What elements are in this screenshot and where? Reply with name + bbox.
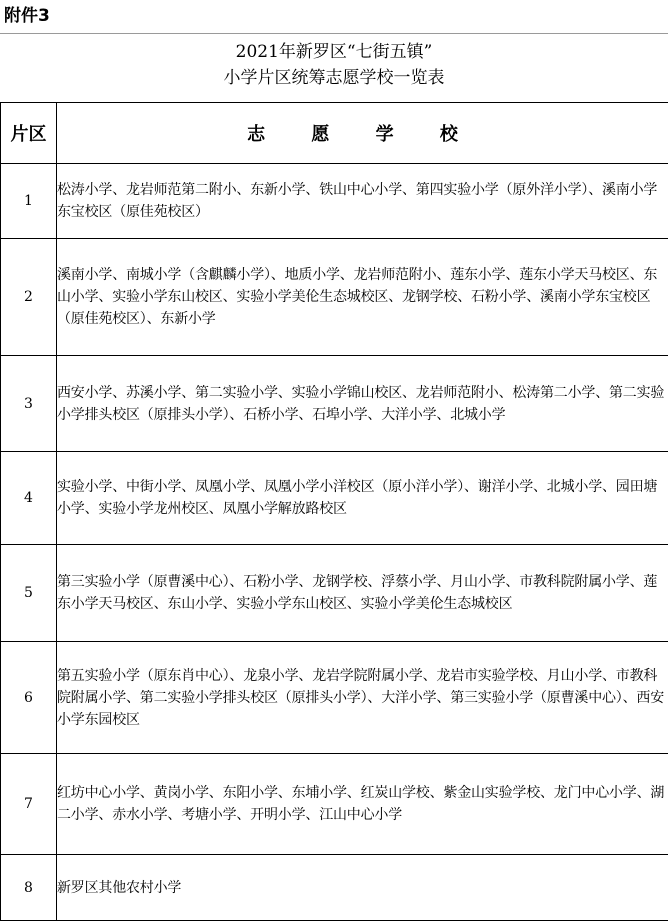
school-list: 松涛小学、龙岩师范第二附小、东新小学、铁山中心小学、第四实验小学（原外洋小学）、溪南小学东宝校区（原佳苑校区） (57, 164, 668, 239)
table-row (1, 452, 668, 545)
zone-number: 6 (1, 642, 57, 754)
zone-number: 1 (1, 164, 57, 239)
title-line-2: 小学片区统筹志愿学校一览表 (0, 65, 668, 91)
table-row (1, 239, 668, 356)
table-row (1, 754, 668, 855)
zone-number: 5 (1, 545, 57, 642)
school-list: 第三实验小学（原曹溪中心）、石粉小学、龙钢学校、浮蔡小学、月山小学、市教科院附属小学、莲东小学天马校区、东山小学、实验小学东山校区、实验小学美伦生态城校区 (57, 545, 668, 642)
zone-number: 4 (1, 452, 57, 545)
zone-number: 8 (1, 855, 57, 921)
header-schools: 志 愿 学 校 (57, 103, 668, 164)
school-list: 西安小学、苏溪小学、第二实验小学、实验小学锦山校区、龙岩师范附小、松涛第二小学、第二实验小学排头校区（原排头小学）、石桥小学、石埠小学、大洋小学、北城小学 (57, 356, 668, 452)
zone-number: 7 (1, 754, 57, 855)
table-header-row (1, 103, 668, 164)
document-title (0, 34, 668, 102)
table-row (1, 356, 668, 452)
school-list: 溪南小学、南城小学（含麒麟小学）、地质小学、龙岩师范附小、莲东小学、莲东小学天马校区、东山小学、实验小学东山校区、实验小学美伦生态城校区、龙钢学校、石粉小学、溪南小学东宝校区（原佳苑校区）、东新小学 (57, 239, 668, 356)
school-zone-table (0, 102, 668, 921)
table-row (1, 164, 668, 239)
zone-number: 3 (1, 356, 57, 452)
title-line-1: 2021年新罗区“七街五镇” (0, 39, 668, 65)
school-list: 新罗区其他农村小学 (57, 855, 668, 921)
school-list: 第五实验小学（原东肖中心）、龙泉小学、龙岩学院附属小学、龙岩市实验学校、月山小学、市教科院附属小学、第二实验小学排头校区（原排头小学）、大洋小学、第三实验小学（原曹溪中心）、西安小学东园校区 (57, 642, 668, 754)
header-zone: 片区 (1, 103, 57, 164)
table-row (1, 855, 668, 921)
zone-number: 2 (1, 239, 57, 356)
school-list: 实验小学、中街小学、凤凰小学、凤凰小学小洋校区（原小洋小学）、谢洋小学、北城小学、园田塘小学、实验小学龙州校区、凤凰小学解放路校区 (57, 452, 668, 545)
attachment-label: 附件3 (0, 0, 668, 34)
school-list: 红坊中心小学、黄岗小学、东阳小学、东埔小学、红炭山学校、紫金山实验学校、龙门中心小学、湖二小学、赤水小学、考塘小学、开明小学、江山中心小学 (57, 754, 668, 855)
table-row (1, 642, 668, 754)
table-row (1, 545, 668, 642)
